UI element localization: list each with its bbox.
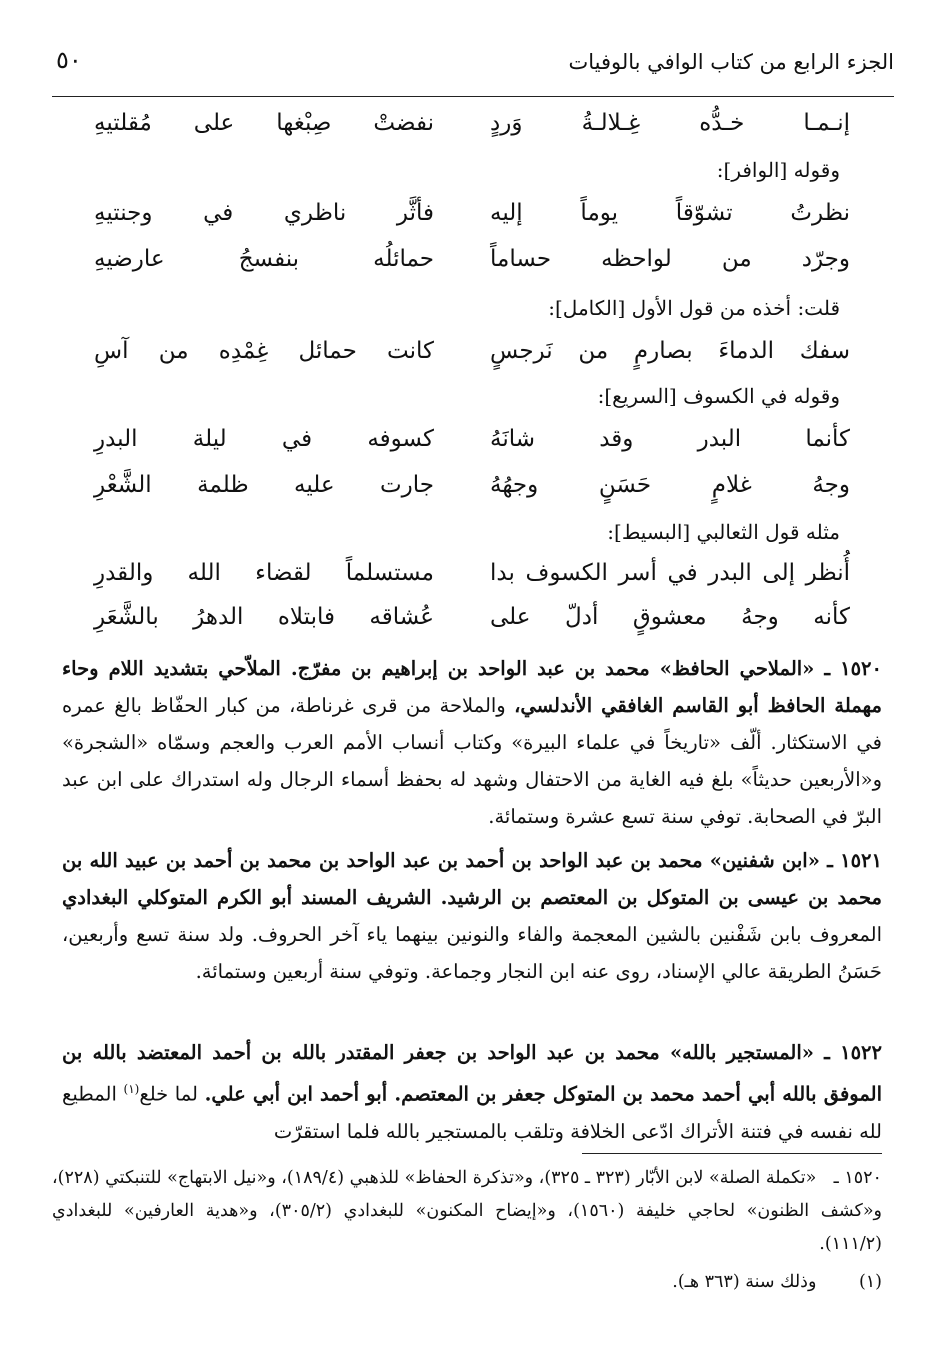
poem-intro: وقوله [الوافر]: — [716, 158, 840, 182]
verse-line — [60, 560, 850, 600]
running-title: الجزء الرابع من كتاب الوافي بالوفيات — [568, 50, 894, 74]
biography-entry — [62, 842, 882, 990]
verse-hemistich-second: مستسلماً لقضاء الله والقدرِ — [94, 560, 434, 586]
footnote — [52, 1162, 882, 1261]
page-header — [52, 40, 894, 97]
entry-heading: ١٥٢٠ ـ «الملاحي الحافظ» محمد بن عبد الواحد بن إبراهيم بن مفرّج. الملاّحي بتشديد اللام وحاء مهملة الحافظ أبو القاسم الغافقي الأندلسي، — [62, 657, 882, 717]
verse-hemistich-first: وجرّد من لواحظه حساماً — [490, 246, 850, 272]
verse-hemistich-first: كأنه وجهُ معشوقٍ أدلّ على — [490, 604, 850, 630]
entry-heading: ١٥٢١ ـ «ابن شفنين» محمد بن عبد الواحد بن أحمد بن عبد الواحد بن محمد بن أحمد بن عبيد الله بن محمد بن عيسى بن المتوكل بن المعتصم بن الرشيد. الشريف المسند أبو الكرم المتوكلي البغدادي — [62, 849, 882, 909]
footnote-label: ١٥٢٠ ـ — [833, 1168, 882, 1188]
footnote-separator — [582, 1153, 882, 1154]
verse-hemistich-second: فأثَّر ناظري في وجنتيهِ — [94, 200, 434, 226]
verse-line — [60, 200, 850, 240]
footnote-text: «تكملة الصلة» لابن الأبّار (٣٢٣ ـ ٣٢٥)، و«تذكرة الحفاظ» للذهبي (١٨٩/٤)، و«نيل الابتهاج» للتنبكتي (٢٢٨)، و«كشف الظنون» لحاجي خليفة (١٥٦٠)، و«إيضاح المكنون» للبغدادي (٣٠٥/٢)، و«هدية العارفين» للبغدادي (١١١/٢). — [52, 1168, 882, 1254]
verse-hemistich-second: نفضتْ صِبْغها على مُقلتيهِ — [94, 110, 434, 136]
verse-hemistich-first: سفك الدماءَ بصارمٍ من نَرجسٍ — [490, 338, 850, 364]
footnote-marker: (١) — [123, 1082, 140, 1096]
verse-line — [60, 426, 850, 466]
verse-hemistich-first: نظرتُ تشوّقاً يوماً إليه — [490, 200, 850, 226]
entry-body: والملاحة من قرى غرناطة، من كبار الحفّاظ بالغ عمره في الاستكثار. ألّف «تاريخاً في علماء البيرة» وكتاب أنساب الأمم العرب والعجم وسمّاه «الشجرة» و«الأربعين حديثاً» بلغ فيه الغاية من الاحتفال وشهد له بحفظ أسماء الرجال وله استدراك على ابن عبد البرّ في الصحابة. توفي سنة تسع عشرة وستمائة. — [62, 694, 882, 828]
verse-hemistich-second: كسوفه في ليلة البدرِ — [94, 426, 434, 452]
poem-intro: قلت: أخذه من قول الأول [الكامل]: — [548, 296, 840, 320]
verse-hemistich-first: أُنظر إلى البدر في أسر الكسوف بدا — [490, 560, 850, 586]
verse-line — [60, 246, 850, 286]
biography-entry — [62, 1034, 882, 1150]
verse-line — [60, 338, 850, 378]
poem-intro: مثله قول الثعالبي [البسيط]: — [607, 520, 840, 544]
entry-heading: ١٥٢٢ ـ «المستجير بالله» محمد بن عبد الواحد بن جعفر المقتدر بالله بن أحمد المعتضد بالله بن الموفق بالله أبي أحمد محمد بن المتوكل جعفر بن المعتصم. أبو أحمد ابن أبي علي. — [62, 1041, 883, 1106]
verse-hemistich-second: كانت حمائل غِمْدِه من آسِ — [94, 338, 434, 364]
verse-hemistich-first: كأنما البدر وقد شانَهُ — [490, 426, 850, 452]
verse-line — [60, 472, 850, 512]
page-number: ٥٠ — [56, 46, 82, 74]
footnote-label: (١) — [858, 1272, 882, 1292]
verse-hemistich-second: حمائلُه بنفسجُ عارضيهِ — [94, 246, 434, 272]
verse-hemistich-second: جارت عليه ظلمة الشَّعْرِ — [94, 472, 434, 498]
verse-line — [60, 110, 850, 150]
footnote — [52, 1266, 882, 1299]
verse-hemistich-first: إنـمـا خـدُّه غِـلالـةُ وَردٍ — [490, 110, 850, 136]
entry-body: لما خلع — [139, 1082, 205, 1106]
verse-line — [60, 604, 850, 644]
biography-entry — [62, 650, 882, 835]
verse-hemistich-first: وجهُ غلامٍ حَسَنٍ وجهُهُ — [490, 472, 850, 498]
verse-hemistich-second: عُشاقه فابتلاه الدهرُ بالشَّعَرِ — [94, 604, 434, 630]
poem-intro: وقوله في الكسوف [السريع]: — [597, 384, 840, 408]
footnote-text: وذلك سنة (٣٦٣ هـ). — [672, 1272, 817, 1292]
entry-body: المعروف بابن شَفْنين بالشين المعجمة والفاء والنونين بينهما ياء آخر الحروف. ولد سنة تسع وأربعين، حَسَنُ الطريقة عالي الإسناد، روى عنه ابن النجار وجماعة. وتوفي سنة أربعين وستمائة. — [62, 923, 882, 983]
entry-body-continued: المطيع لله نفسه في فتنة الأتراك ادّعى الخلافة وتلقب بالمستجير بالله فلما استقرّت — [62, 1082, 882, 1143]
